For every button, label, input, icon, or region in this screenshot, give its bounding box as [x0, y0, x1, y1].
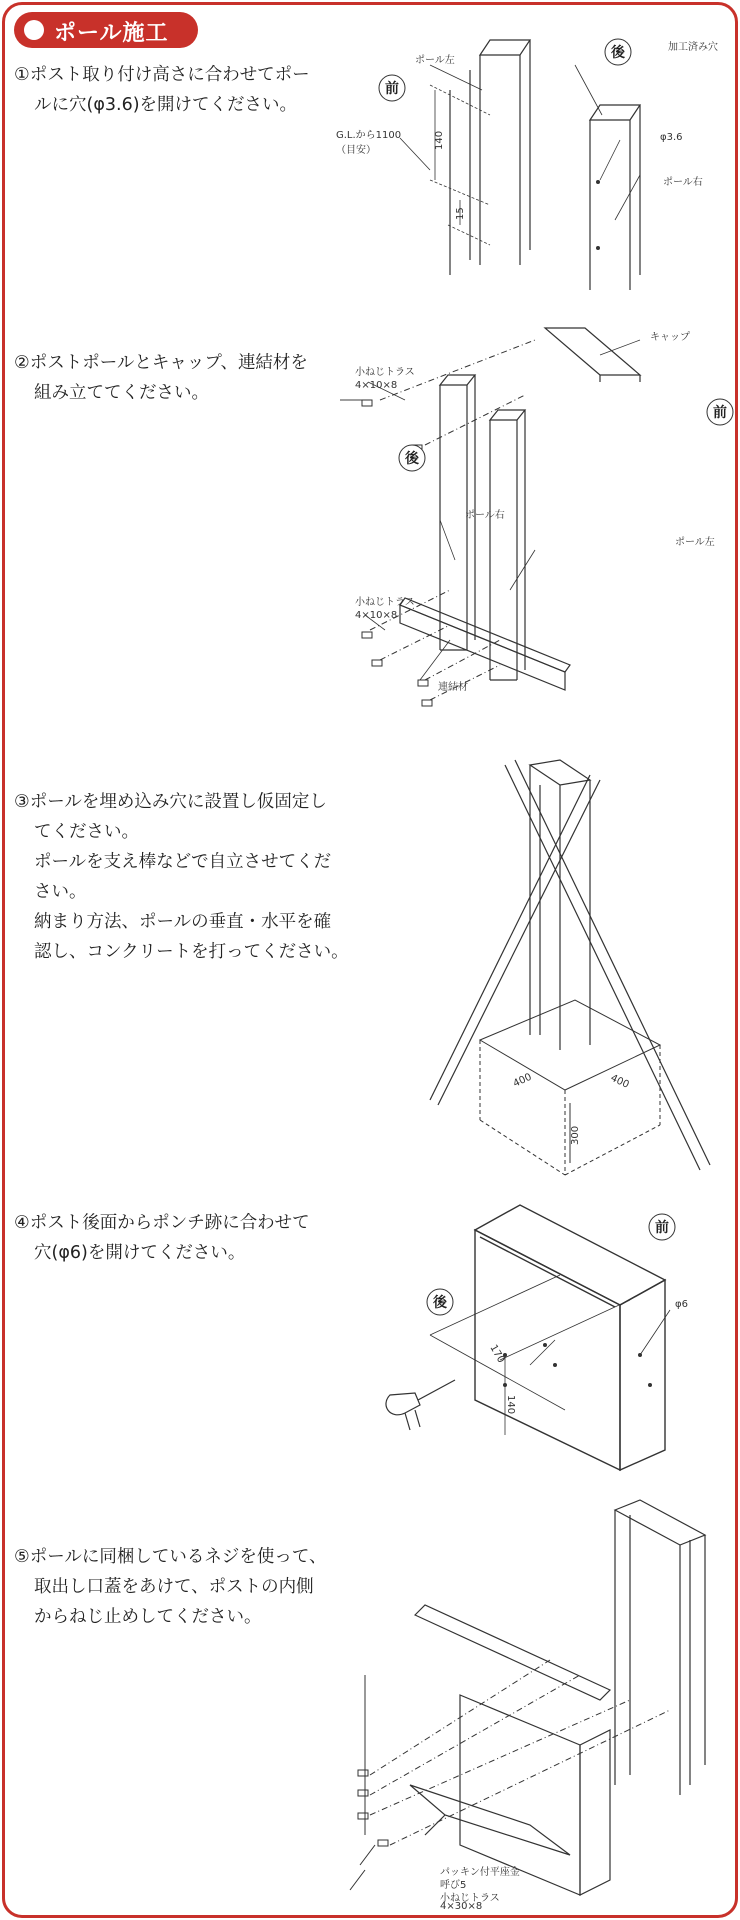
dim-140: 140 [434, 130, 445, 150]
front-marker [707, 399, 733, 425]
front-label: 前 [713, 405, 727, 421]
foundation-hole-drawing [480, 1000, 660, 1175]
label-packing-size: 呼び5 [440, 1880, 467, 1891]
front-label: 前 [655, 1220, 669, 1236]
poles-drawing [615, 1500, 705, 1795]
label-packing-washer: パッキン付平座金 [440, 1867, 520, 1878]
label-gl-height: G.L.から1100 [336, 130, 402, 141]
screws [350, 1660, 670, 1890]
label-screw-bottom: 小ねじトラス [355, 597, 415, 608]
dim-400-right: 400 [608, 1072, 631, 1091]
screws [362, 340, 535, 706]
connector-plate-drawing [400, 598, 570, 690]
label-screw-bottom-size: 4×10×8 [355, 610, 398, 621]
back-label: 後 [433, 1295, 447, 1311]
label-pole-left: ポール左 [675, 537, 715, 548]
label-connector: 連結材 [438, 682, 468, 693]
figure-2-assembly [340, 320, 735, 720]
section-header [14, 12, 198, 48]
drill-holes [430, 1275, 670, 1435]
label-screw-size: 4×30×8 [440, 1901, 483, 1910]
step-line: 取出し口蓋をあけて、ポストの内側 [34, 1577, 314, 1597]
post-box-drawing [475, 1205, 665, 1470]
step-line: 穴(φ6)を開けてください。 [34, 1243, 246, 1263]
dim-300: 300 [570, 1125, 581, 1145]
back-label: 後 [611, 45, 625, 61]
step-line: 納まり方法、ポールの垂直・水平を確 [34, 912, 332, 932]
section-title: ポール施工 [54, 21, 169, 46]
step-line: ポールを支え棒などで自立させてくだ [34, 852, 332, 872]
step-line: ②ポストポールとキャップ、連結材を [14, 353, 308, 373]
step-4-text [14, 1208, 310, 1268]
label-screw-top: 小ねじトラス [355, 367, 415, 378]
label-pole-right: ポール右 [663, 177, 703, 188]
back-label: 後 [405, 451, 419, 467]
post-box-drawing [365, 1605, 610, 1895]
step-line: ③ポールを埋め込み穴に設置し仮固定し [14, 792, 327, 812]
bullet-icon [24, 20, 44, 40]
step-line: ①ポスト取り付け高さに合わせてポー [14, 65, 310, 85]
step-line: ⑤ポールに同梱しているネジを使って、 [14, 1547, 327, 1567]
back-marker [427, 1289, 453, 1315]
figure-4-post-drilling [380, 1195, 710, 1485]
screwdriver-drawing [386, 1380, 455, 1430]
dim-15: 15 [455, 207, 466, 220]
label-phi6: φ6 [675, 1299, 688, 1310]
cap-drawing [545, 328, 640, 382]
label-cap: キャップ [650, 332, 690, 343]
dim-170: 170 [487, 1343, 507, 1366]
dim-140: 140 [505, 1395, 516, 1415]
figure-5-screw-fixing [330, 1495, 710, 1910]
label-pole-left: ポール左 [415, 55, 455, 66]
label-gl-note: （目安） [336, 145, 376, 156]
step-5-text [14, 1542, 327, 1632]
figure-3-pole-installation [420, 745, 715, 1185]
label-pole-right: ポール右 [465, 510, 505, 521]
step-line: てください。 [34, 822, 139, 842]
label-screw-top-size: 4×10×8 [355, 380, 398, 391]
step-line: ルに穴(φ3.6)を開けてください。 [34, 95, 298, 115]
step-2-text [14, 348, 308, 408]
pole-right-drawing [590, 105, 640, 290]
back-marker [399, 445, 425, 471]
step-3-text [14, 787, 349, 967]
dim-400-left: 400 [511, 1071, 534, 1090]
step-line: 認し、コンクリートを打ってください。 [34, 942, 349, 962]
label-phi: φ3.6 [660, 132, 683, 143]
step-line: からねじ止めしてください。 [34, 1607, 262, 1627]
step-line: さい。 [34, 882, 87, 902]
back-marker [605, 39, 631, 65]
front-marker [379, 75, 405, 101]
front-marker [649, 1214, 675, 1240]
label-processed-hole: 加工済み穴 [668, 42, 718, 53]
label-screw: 小ねじトラス [440, 1893, 500, 1904]
step-1-text [14, 60, 310, 120]
step-line: 組み立ててください。 [34, 383, 209, 403]
front-label: 前 [385, 81, 399, 97]
step-line: ④ポスト後面からポンチ跡に合わせて [14, 1213, 310, 1233]
pole-left-drawing [450, 40, 530, 275]
figure-1-pole-drilling [330, 20, 730, 310]
